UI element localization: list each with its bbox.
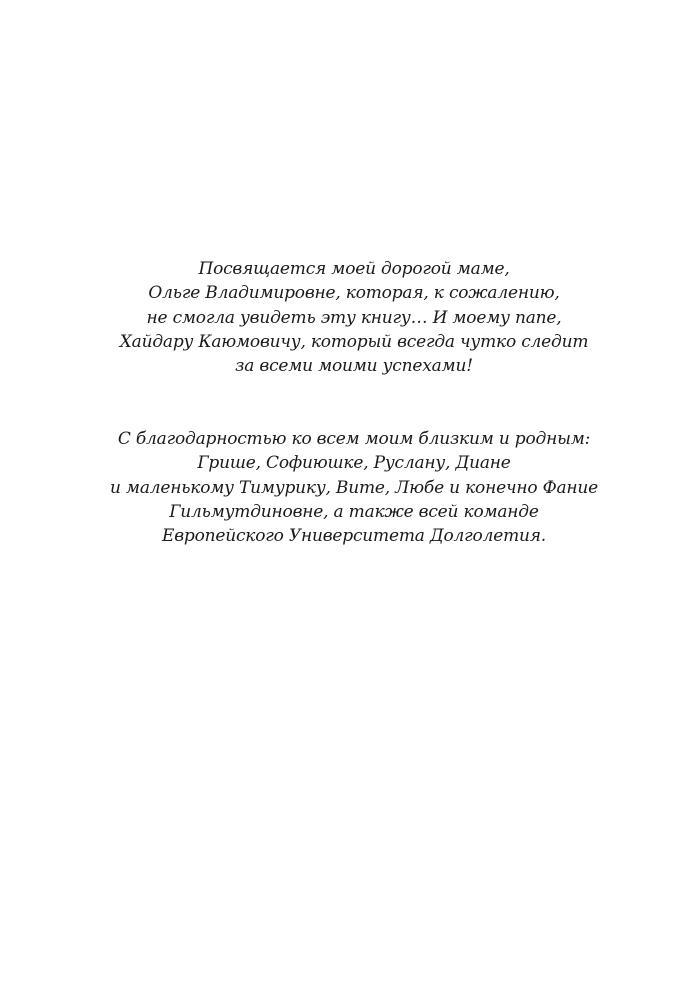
acknowledgement-line: Грише, Софиюшке, Руслану, Диане bbox=[197, 453, 511, 474]
acknowledgement-line: С благодарностью ко всем моим близким и родным: bbox=[117, 429, 591, 449]
acknowledgement-line: Гильмутдиновне, а также всей команде bbox=[169, 501, 539, 522]
acknowledgement-line: и маленькому Тимурику, Вите, Любе и конечно Фание bbox=[109, 477, 599, 498]
dedication-line: за всеми моими успехами! bbox=[235, 356, 473, 377]
dedication-line: не смогла увидеть эту книгу… И моему папе, bbox=[146, 307, 562, 328]
dedication-line: Ольге Владимировне, которая, к сожалению, bbox=[148, 283, 560, 304]
acknowledgement-line: Европейского Университета Долголетия. bbox=[161, 526, 546, 547]
dedication-paragraph bbox=[0, 257, 682, 378]
acknowledgement-paragraph bbox=[0, 427, 682, 548]
dedication-line: Хайдару Каюмовичу, который всегда чутко следит bbox=[119, 331, 589, 352]
dedication-line: Посвящается моей дорогой маме, bbox=[198, 259, 510, 279]
